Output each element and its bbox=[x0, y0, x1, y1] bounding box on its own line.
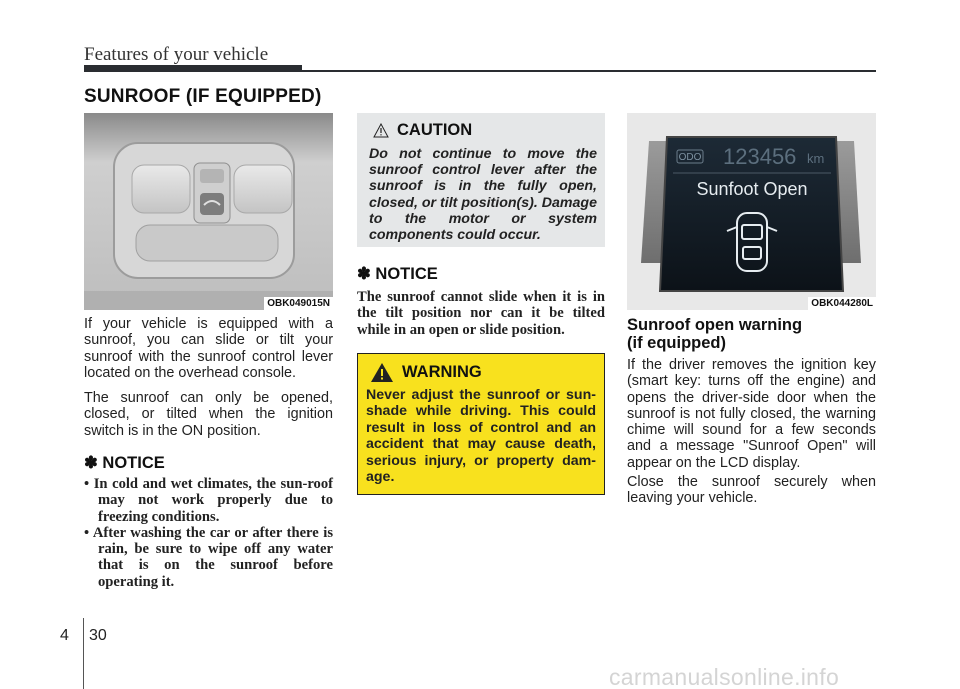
notice-heading bbox=[357, 264, 438, 284]
list-item: • In cold and wet climates, the sun-roof may not work properly due to freezing conditions. bbox=[84, 476, 333, 525]
warning-explanation-paragraph: If the driver removes the ignition key (smart key: turns off the engine) and opens the driver-side door when the sunroof is not fully closed, the warning chime will sound for a few seconds and a message "Sunroof Open" will appear on the LCD display. bbox=[627, 357, 876, 471]
header-rule-thin bbox=[84, 70, 876, 72]
notice-symbol-icon: ✽ bbox=[84, 454, 98, 472]
intro-paragraph: If your vehicle is equipped with a sunroof, you can slide or tilt your sunroof with the sunroof control lever located on the overhead console. bbox=[84, 316, 333, 381]
caution-triangle-icon bbox=[373, 123, 389, 138]
footer-rule bbox=[83, 618, 84, 689]
overhead-console-photo bbox=[84, 113, 333, 310]
warning-text: Never adjust the sunroof or sun-shade while driving. This could result in loss of control and an accident that may cause death, serious injury, or property dam-age. bbox=[366, 387, 596, 486]
odo-label: ODO bbox=[678, 152, 702, 163]
image-code: OBK049015N bbox=[264, 297, 333, 310]
list-item: • After washing the car or after there is rain, be sure to wipe off any water that is on the sunroof before operating it. bbox=[84, 524, 333, 590]
cluster-lcd-illustration bbox=[627, 113, 876, 310]
ignition-paragraph: The sunroof can only be opened, closed, or tilted when the ignition switch is in the ON position. bbox=[84, 390, 333, 439]
odo-unit: km bbox=[807, 151, 825, 166]
warning-heading bbox=[370, 362, 596, 383]
subsection-title-line2: (if equipped) bbox=[627, 334, 726, 352]
caution-heading bbox=[373, 121, 597, 140]
caution-text: Do not continue to move the sunroof control lever after the sunroof is in the fully open, closed, or tilt position(s). Damage to the motor or system components could occur. bbox=[369, 146, 597, 244]
cluster-lcd-photo bbox=[627, 113, 876, 310]
caution-box bbox=[357, 113, 605, 247]
image-code: OBK044280L bbox=[808, 297, 876, 310]
notice-title: NOTICE bbox=[102, 454, 165, 472]
warning-box bbox=[357, 353, 605, 495]
running-title: Features of your vehicle bbox=[84, 44, 269, 65]
lcd-message: Sunfoot Open bbox=[696, 179, 808, 199]
notice-text: The sunroof cannot slide when it is in the tilt position nor can it be tilted while in an open or slide position. bbox=[357, 289, 605, 338]
page-number: 30 bbox=[89, 627, 107, 644]
close-sunroof-paragraph: Close the sunroof securely when leaving your vehicle. bbox=[627, 474, 876, 507]
chapter-number: 4 bbox=[60, 627, 69, 644]
odo-value: 123456 bbox=[723, 144, 797, 169]
warning-triangle-icon bbox=[370, 362, 394, 383]
watermark: carmanualsonline.info bbox=[609, 664, 840, 689]
notice-title: NOTICE bbox=[375, 265, 438, 283]
caution-title: CAUTION bbox=[397, 121, 473, 139]
notice-heading bbox=[84, 453, 165, 473]
notice-bullet-list bbox=[84, 476, 333, 590]
warning-title: WARNING bbox=[402, 363, 482, 381]
subsection-title-line1: Sunroof open warning bbox=[627, 316, 803, 334]
notice-symbol-icon: ✽ bbox=[357, 265, 371, 283]
subsection-title bbox=[627, 316, 802, 352]
overhead-console-illustration bbox=[84, 113, 333, 310]
section-title: SUNROOF (IF EQUIPPED) bbox=[84, 86, 322, 107]
